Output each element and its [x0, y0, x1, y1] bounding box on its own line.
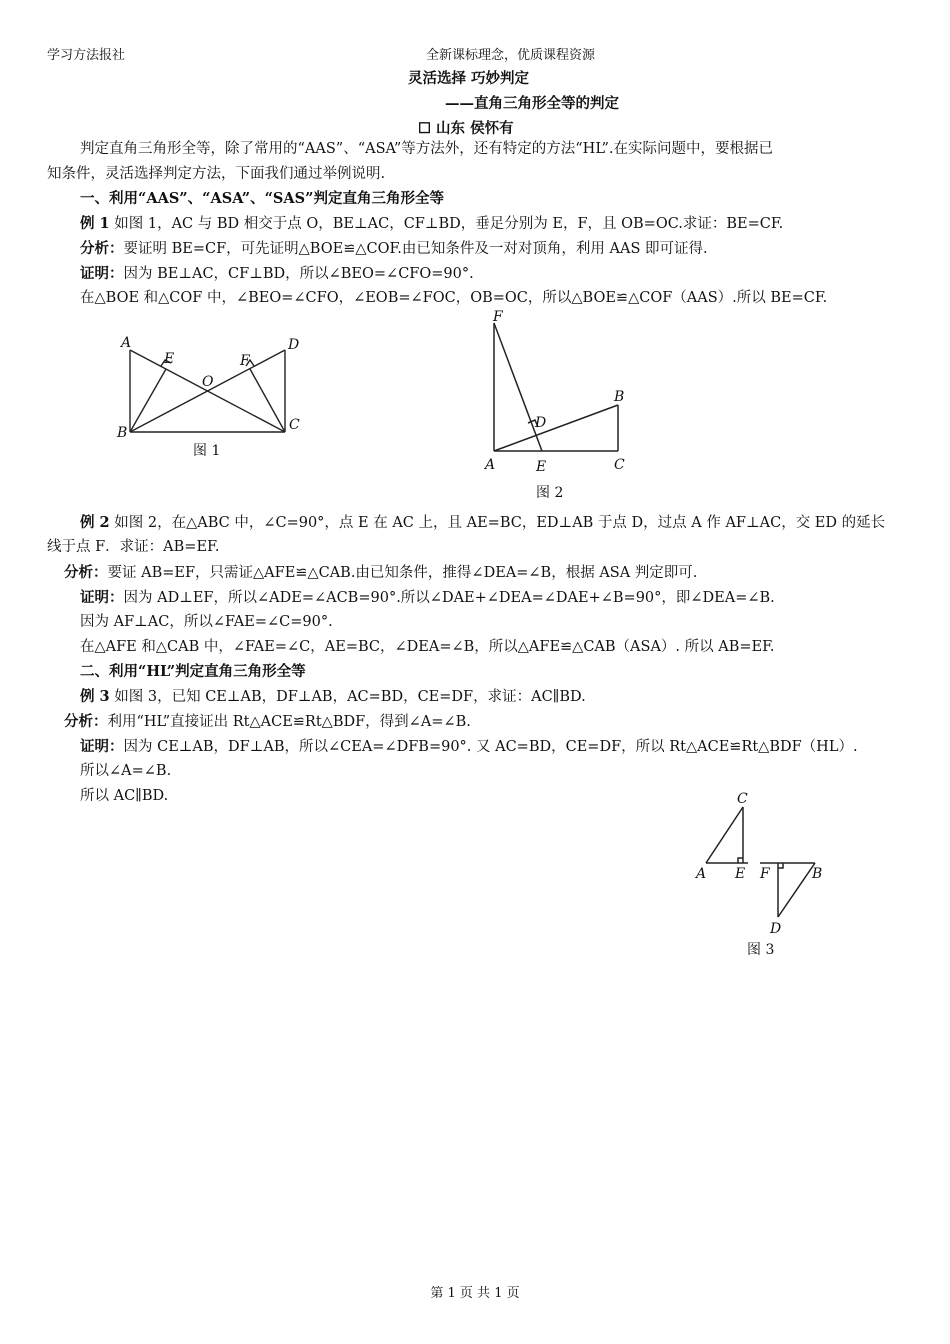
figure-1-diagram: [110, 328, 310, 440]
header-center: 全新课标理念，优质课程资源: [426, 48, 596, 63]
example-1-statement: [80, 211, 783, 237]
example-2-proof-text-1: 因为 AD⊥EF，所以∠ADE=∠ACB=90°.所以∠DAE+∠DEA=∠DAE+∠B=90°，即∠DEA=∠B.: [123, 590, 775, 606]
intro-line-2: 知条件，灵活选择判定方法，下面我们通过举例说明.: [47, 166, 386, 182]
example-2-proof-2: 因为 AF⊥AC，所以∠FAE=∠C=90°.: [80, 614, 333, 630]
segment-fe: [494, 323, 542, 451]
segment-db: [778, 863, 815, 917]
example-1-text: 如图 1，AC 与 BD 相交于点 O，BE⊥AC，CF⊥BD，垂足分别为 E，F，且 OB=OC.求证：BE=CF.: [109, 216, 784, 232]
example-3-text: 如图 3，已知 CE⊥AB，DF⊥AB，AC=BD，CE=DF，求证：AC∥BD.: [109, 689, 586, 705]
label-c: C: [289, 417, 300, 433]
label-a: A: [696, 866, 707, 882]
label-c: C: [737, 791, 748, 807]
example-1-label: 例 1: [80, 215, 110, 232]
example-2-analysis-text: 要证 AB=EF，只需证△AFE≌△CAB.由已知条件，推得∠DEA=∠B，根据 ASA 判定即可.: [107, 565, 698, 581]
intro-line-1: 判定直角三角形全等，除了常用的“AAS”、“ASA”等方法外，还有特定的方法“HL”.在实际问题中，要根据已: [80, 141, 774, 157]
article-subtitle: ——直角三角形全等的判定: [445, 95, 619, 112]
label-d: D: [770, 921, 782, 937]
figure-2-caption: 图 2: [536, 485, 564, 501]
example-1-analysis: [80, 236, 708, 262]
label-b: B: [812, 866, 823, 882]
example-1-proof-2: 在△BOE 和△COF 中，∠BEO=∠CFO，∠EOB=∠FOC，OB=OC，所以△BOE≌△COF（AAS）.所以 BE=CF.: [80, 290, 828, 306]
proof-label: 证明：: [80, 265, 124, 282]
example-3-proof-3: 所以 AC∥BD.: [80, 788, 169, 804]
analysis-label: 分析：: [80, 240, 124, 257]
label-e: E: [536, 459, 547, 475]
analysis-label: 分析：: [64, 713, 108, 730]
label-c: C: [614, 457, 625, 473]
label-d: D: [288, 337, 300, 353]
label-a: A: [121, 335, 132, 351]
label-e: E: [735, 866, 746, 882]
label-f: F: [240, 353, 250, 369]
example-3-label: 例 3: [80, 688, 110, 705]
example-1-proof-text-1: 因为 BE⊥AC，CF⊥BD，所以∠BEO=∠CFO=90°.: [123, 266, 474, 282]
example-2-proof-3: 在△AFE 和△CAB 中，∠FAE=∠C，AE=BC，∠DEA=∠B，所以△AFE≌△CAB（ASA）. 所以 AB=EF.: [80, 639, 775, 655]
label-a: A: [485, 457, 496, 473]
label-b: B: [117, 425, 128, 440]
segment-ab: [494, 405, 618, 451]
figure-3-caption: 图 3: [747, 942, 775, 958]
label-b: B: [614, 389, 625, 405]
label-f: F: [760, 866, 770, 882]
label-d: D: [535, 415, 547, 431]
section-1-heading: 一、利用“AAS”、“ASA”、“SAS”判定直角三角形全等: [80, 190, 444, 207]
example-1-analysis-text: 要证明 BE=CF，可先证明△BOE≌△COF.由已知条件及一对对顶角，利用 AAS 即可证得.: [123, 241, 708, 257]
example-2-label: 例 2: [80, 514, 110, 531]
proof-label: 证明：: [80, 589, 124, 606]
header-left: 学习方法报社: [47, 48, 126, 63]
example-3-statement: [80, 684, 586, 710]
figure-3-diagram: [690, 788, 830, 940]
example-2-statement: [80, 510, 885, 536]
label-e: E: [164, 351, 175, 367]
article-author: ☐ 山东 侯怀有: [418, 120, 514, 137]
figure-2-diagram: [480, 306, 640, 478]
example-2-text-1: 如图 2，在△ABC 中，∠C=90°，点 E 在 AC 上，且 AE=BC，ED⊥AB 于点 D，过点 A 作 AF⊥AC，交 ED 的延长: [109, 515, 886, 531]
example-3-proof-text-1: 因为 CE⊥AB，DF⊥AB，所以∠CEA=∠DFB=90°. 又 AC=BD，CE=DF，所以 Rt△ACE≌Rt△BDF（HL）.: [123, 739, 858, 755]
example-2-analysis: [64, 560, 697, 586]
label-f: F: [493, 309, 503, 325]
example-3-proof-2: 所以∠A=∠B.: [80, 763, 172, 779]
example-3-proof-1: [80, 734, 858, 760]
page-footer: 第 1 页 共 1 页: [430, 1286, 520, 1301]
example-3-analysis: [64, 709, 471, 735]
label-o: O: [202, 374, 214, 390]
example-3-analysis-text: 利用“HL”直接证出 Rt△ACE≌Rt△BDF，得到∠A=∠B.: [107, 714, 471, 730]
example-2-statement-2: 线于点 F．求证：AB=EF.: [47, 539, 220, 555]
section-2-heading: 二、利用“HL”判定直角三角形全等: [80, 663, 306, 680]
segment-ac: [706, 807, 743, 863]
article-title: 灵活选择 巧妙判定: [408, 70, 530, 87]
example-2-proof-1: [80, 585, 775, 611]
example-1-proof-1: [80, 261, 474, 287]
proof-label: 证明：: [80, 738, 124, 755]
figure-1-caption: 图 1: [193, 443, 221, 459]
analysis-label: 分析：: [64, 564, 108, 581]
